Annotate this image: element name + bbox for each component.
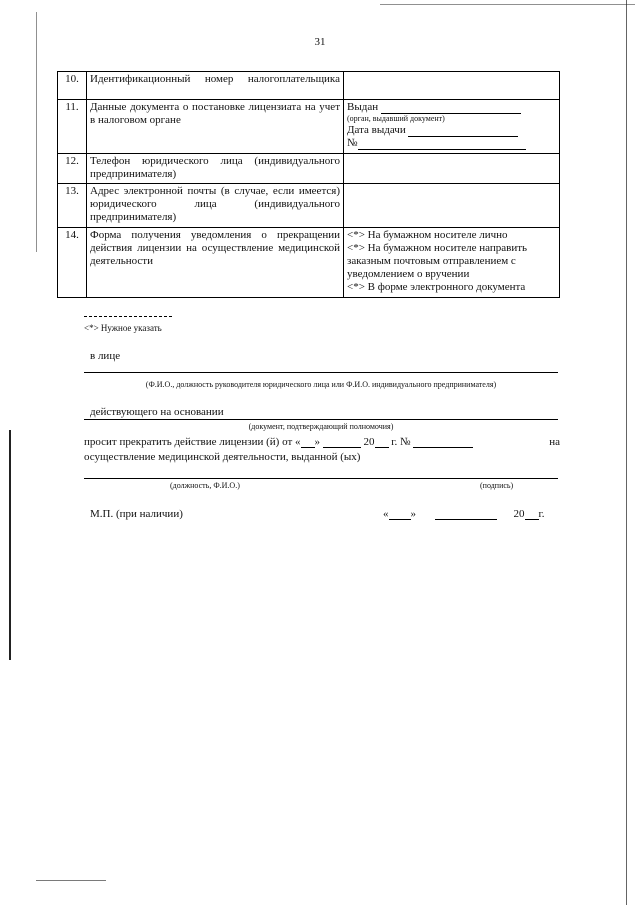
scan-mark [380, 4, 635, 5]
license-form-table [57, 71, 560, 298]
year-field[interactable] [375, 447, 389, 448]
scan-mark [36, 12, 37, 252]
row-label: Идентификационный номер налогоплательщика [87, 72, 344, 100]
day-field[interactable] [301, 447, 315, 448]
year-suffix-number: г. № [391, 436, 411, 448]
request-line-1 [84, 436, 560, 448]
sign-year-suffix: г. [538, 508, 545, 520]
date-label: Дата выдачи [347, 124, 406, 136]
sign-year-field[interactable] [525, 519, 539, 520]
row-number: 10. [58, 72, 87, 100]
row-value [344, 228, 560, 298]
position-caption: (должность, Ф.И.О.) [170, 481, 240, 490]
scan-mark [9, 430, 11, 660]
acting-basis-label: действующего на основании [90, 406, 224, 418]
sign-day-field[interactable] [389, 519, 411, 520]
row-value[interactable] [344, 72, 560, 100]
fio-field[interactable] [84, 372, 558, 373]
fio-caption: (Ф.И.О., должность руководителя юридического лица или Ф.И.О. индивидуального предпринимателя) [145, 380, 497, 389]
quote-close: » [314, 436, 321, 448]
table-row [58, 228, 560, 298]
license-number-field[interactable] [413, 447, 473, 448]
number-label: № [347, 137, 358, 149]
row-label: Данные документа о постановке лицензиата на учет в налоговом органе [87, 100, 344, 154]
option-paper-in-person[interactable]: <*> На бумажном носителе лично [347, 229, 508, 241]
page-number: 31 [314, 36, 326, 48]
request-line-2: осуществление медицинской деятельности, выданной (ых) [84, 451, 361, 463]
sign-year-prefix: 20 [513, 508, 525, 520]
row-value[interactable] [344, 154, 560, 184]
date-close: » [410, 508, 416, 520]
scan-mark [36, 880, 106, 881]
row-number: 12. [58, 154, 87, 184]
document-caption: (документ, подтверждающий полномочия) [248, 422, 394, 431]
row-label: Телефон юридического лица (индивидуального предпринимателя) [87, 154, 344, 184]
row-label: Форма получения уведомления о прекращении действия лицензии на осуществление медицинской деятельности [87, 228, 344, 298]
footnote: <*> Нужное указать [84, 323, 162, 333]
month-field[interactable] [323, 447, 361, 448]
in-person-label: в лице [90, 350, 121, 362]
request-on: на [549, 436, 560, 448]
table-row [58, 100, 560, 154]
scan-mark [626, 0, 627, 905]
row-number: 14. [58, 228, 87, 298]
issued-caption: (орган, выдавший документ) [347, 114, 445, 123]
stamp-label: М.П. (при наличии) [90, 508, 183, 520]
option-electronic[interactable]: <*> В форме электронного документа [347, 281, 526, 293]
option-paper-by-mail[interactable]: <*> На бумажном носителе направить заказным почтовым отправлением с уведомлением о вручении [347, 242, 528, 280]
date-signed [383, 508, 545, 520]
basis-field[interactable] [84, 419, 558, 420]
row-value[interactable] [344, 184, 560, 228]
issued-label: Выдан [347, 101, 379, 113]
year-prefix: 20 [363, 436, 375, 448]
row-number: 11. [58, 100, 87, 154]
row-value [344, 100, 560, 154]
request-text: просит прекратить действие лицензии (й) от « [84, 436, 301, 448]
position-signature-field[interactable] [84, 478, 558, 479]
row-number: 13. [58, 184, 87, 228]
row-label: Адрес электронной почты (в случае, если имеется) юридического лица (индивидуального предпринимателя) [87, 184, 344, 228]
table-row [58, 184, 560, 228]
sign-month-field[interactable] [435, 519, 497, 520]
table-row [58, 72, 560, 100]
number-field[interactable] [358, 149, 526, 150]
table-row [58, 154, 560, 184]
footnote-separator [84, 316, 172, 317]
signature-caption: (подпись) [480, 481, 514, 490]
date-open: « [383, 508, 389, 520]
